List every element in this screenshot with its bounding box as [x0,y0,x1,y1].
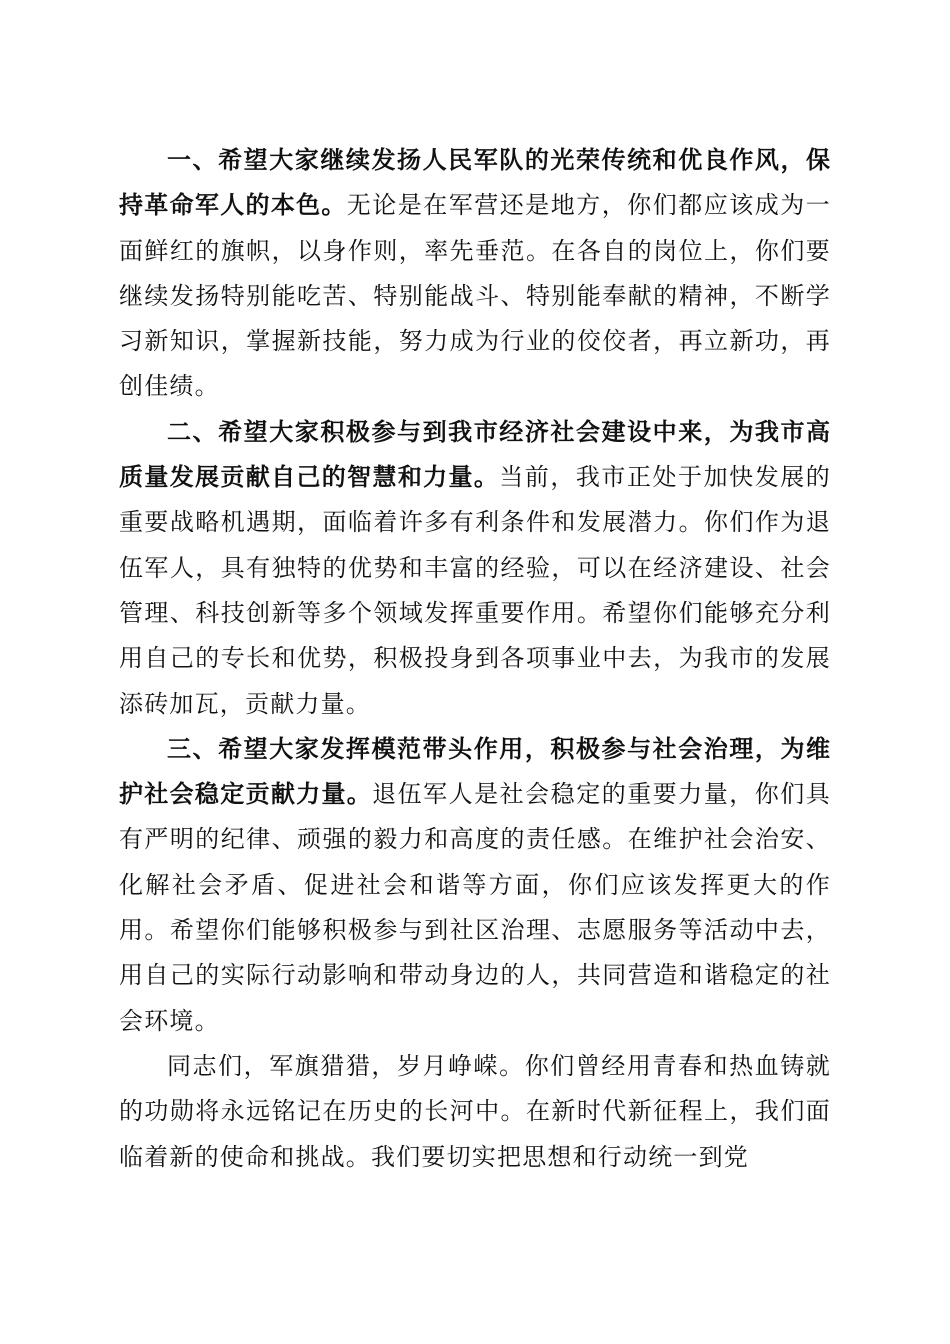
paragraph-1-lead: 一、希望大家继续发扬人民军队的光荣传统和优良作风，保持革命军人的本色。 [119,146,831,220]
paragraph-1-body: 无论是在军营还是地方，你们都应该成为一面鲜红的旗帜，以身作则，率先垂范。在各自的岗位上，你们要继续发扬特别能吃苦、特别能战斗、特别能奉献的精神，不断学习新知识，掌握新技能，努力成为行业的佼佼者，再立新功，再创佳绩。 [119,191,831,401]
paragraph-3-lead: 三、希望大家发挥模范带头作用，积极参与社会治理，为维护社会稳定贡献力量。 [119,734,831,809]
paragraph-4-body: 同志们，军旗猎猎，岁月峥嵘。你们曾经用青春和热血铸就的功勋将永远铭记在历史的长河中。在新时代新征程上，我们面临着新的使命和挑战。我们要切实把思想和行动统一到党 [119,1051,831,1171]
paragraph-3-body: 退伍军人是社会稳定的重要力量，你们具有严明的纪律、顽强的毅力和高度的责任感。在维护社会治安、化解社会矛盾、促进社会和谐等方面，你们应该发挥更大的作用。希望你们能够积极参与到社区治理、志愿服务等活动中去，用自己的实际行动影响和带动身边的人，共同营造和谐稳定的社会环境。 [119,780,831,1035]
paragraph-4 [119,1044,831,1180]
paragraph-1 [119,138,831,410]
document-body [119,138,831,1180]
paragraph-3 [119,727,831,1044]
paragraph-2 [119,410,831,727]
paragraph-2-body: 当前，我市正处于加快发展的重要战略机遇期，面临着许多有利条件和发展潜力。你们作为退伍军人，具有独特的优势和丰富的经验，可以在经济建设、社会管理、科技创新等多个领域发挥重要作用。希望你们能够充分利用自己的专长和优势，积极投身到各项事业中去，为我市的发展添砖加瓦，贡献力量。 [119,463,831,718]
paragraph-2-lead: 二、希望大家积极参与到我市经济社会建设中来，为我市高质量发展贡献自己的智慧和力量。 [119,417,831,492]
